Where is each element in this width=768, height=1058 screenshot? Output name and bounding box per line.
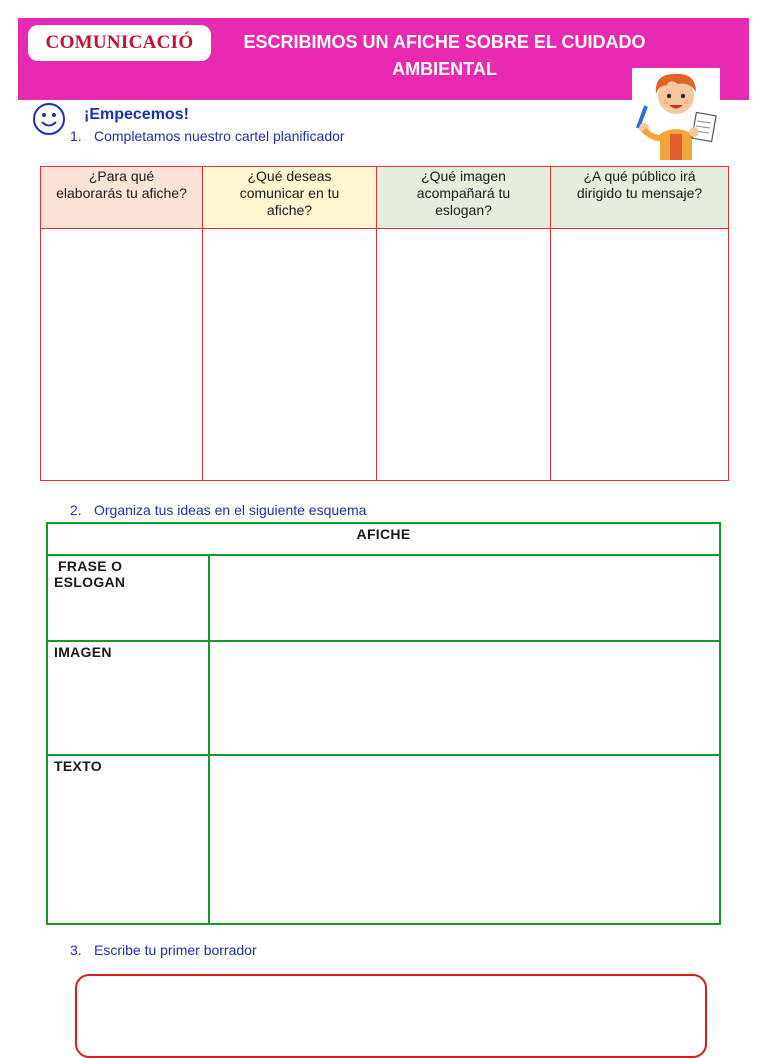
scheme-field-slogan[interactable]	[209, 555, 720, 641]
step3-instruction	[70, 942, 257, 958]
plan-header-image: ¿Qué imagen acompañará tu eslogan?	[377, 167, 551, 229]
poster-scheme-table	[46, 522, 721, 925]
step3-text: Escribe tu primer borrador	[94, 942, 257, 958]
planning-table	[40, 166, 729, 481]
plan-header-audience: ¿A qué público irá dirigido tu mensaje?	[551, 167, 729, 229]
scheme-field-text[interactable]	[209, 755, 720, 924]
plan-answer-audience[interactable]	[551, 229, 729, 481]
step1-number: 1.	[70, 128, 82, 144]
boy-with-notepad-illustration	[630, 68, 722, 160]
scheme-label-slogan: FRASE O ESLOGAN	[47, 555, 209, 641]
page-title	[222, 29, 667, 83]
step1-text: Completamos nuestro cartel planificador	[94, 128, 345, 144]
step2-instruction	[70, 502, 366, 518]
subject-label: COMUNICACIÓ	[45, 32, 194, 53]
scheme-title: AFICHE	[47, 523, 720, 555]
page-title-line2: AMBIENTAL	[392, 59, 497, 79]
scheme-label-image: IMAGEN	[47, 641, 209, 755]
step1-instruction	[70, 128, 345, 144]
smiley-icon	[32, 102, 66, 136]
plan-answer-image[interactable]	[377, 229, 551, 481]
draft-writing-box[interactable]	[75, 974, 707, 1058]
scheme-field-image[interactable]	[209, 641, 720, 755]
step3-number: 3.	[70, 942, 82, 958]
plan-header-message: ¿Qué deseas comunicar en tu afiche?	[203, 167, 377, 229]
plan-answer-purpose[interactable]	[41, 229, 203, 481]
plan-answer-message[interactable]	[203, 229, 377, 481]
step2-number: 2.	[70, 502, 82, 518]
plan-header-purpose: ¿Para qué elaborarás tu afiche?	[41, 167, 203, 229]
scheme-label-text: TEXTO	[47, 755, 209, 924]
greeting-heading: ¡Empecemos!	[84, 106, 189, 123]
step2-text: Organiza tus ideas en el siguiente esquema	[94, 502, 367, 518]
subject-badge	[28, 25, 211, 61]
page-title-line1: ESCRIBIMOS UN AFICHE SOBRE EL CUIDADO	[243, 32, 646, 52]
